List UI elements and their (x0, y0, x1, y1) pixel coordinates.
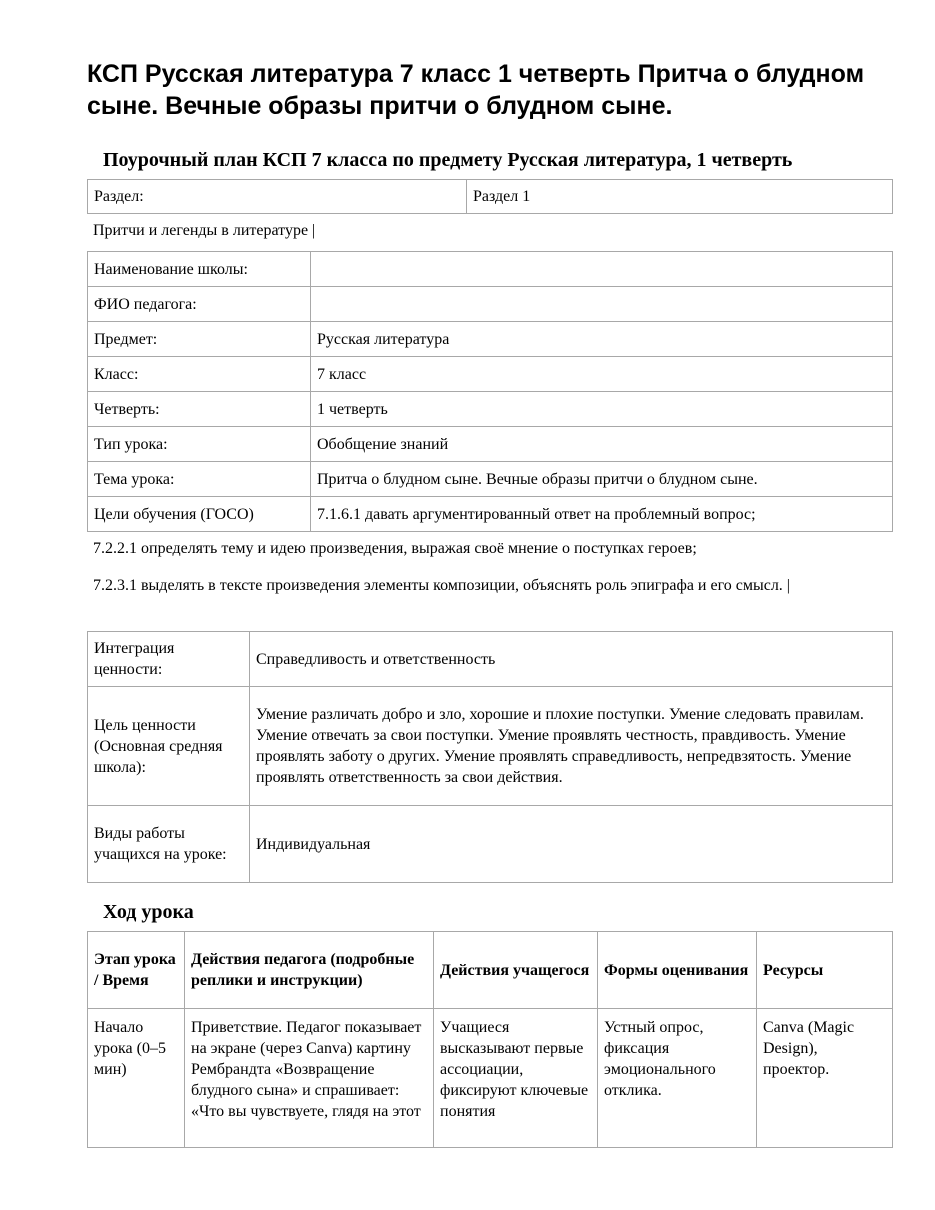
info-value: Притча о блудном сыне. Вечные образы притчи о блудном сыне. (311, 462, 893, 497)
lesson-table (87, 931, 893, 1148)
info-label: Тема урока: (88, 462, 311, 497)
table-row (88, 357, 893, 392)
table-cell: Учащиеся высказывают первые ассоциации, фиксируют ключевые понятия (434, 1009, 598, 1148)
section-label: Раздел: (88, 180, 467, 214)
table-row (88, 180, 893, 214)
info-value: 7.1.6.1 давать аргументированный ответ на проблемный вопрос; (311, 497, 893, 532)
section-value: Раздел 1 (467, 180, 893, 214)
values-value: Индивидуальная (250, 806, 893, 883)
table-row (88, 462, 893, 497)
table-row (88, 322, 893, 357)
column-header: Ресурсы (757, 932, 893, 1009)
table-row (88, 427, 893, 462)
values-label: Виды работы учащихся на уроке: (88, 806, 250, 883)
info-label: ФИО педагога: (88, 287, 311, 322)
values-label: Цель ценности (Основная средняя школа): (88, 687, 250, 806)
values-label: Интеграция ценности: (88, 632, 250, 687)
table-row (88, 287, 893, 322)
table-cell: Canva (Magic Design), проектор. (757, 1009, 893, 1148)
info-value (311, 287, 893, 322)
info-label: Четверть: (88, 392, 311, 427)
info-value: Обобщение знаний (311, 427, 893, 462)
info-table (87, 251, 893, 532)
table-row (88, 632, 893, 687)
table-cell: Начало урока (0–5 мин) (88, 1009, 185, 1148)
table-cell: Приветствие. Педагог показывает на экране (через Canva) картину Рембрандта «Возвращение блудного сына» и спрашивает: «Что вы чувствуете, глядя на этот (185, 1009, 434, 1148)
table-cell: Устный опрос, фиксация эмоционального отклика. (598, 1009, 757, 1148)
lesson-heading: Ход урока (103, 901, 194, 923)
info-value: Русская литература (311, 322, 893, 357)
column-header: Действия учащегося (434, 932, 598, 1009)
info-value: 7 класс (311, 357, 893, 392)
info-label: Цели обучения (ГОСО) (88, 497, 311, 532)
plan-heading: Поурочный план КСП 7 класса по предмету Русская литература, 1 четверть (103, 149, 793, 171)
table-row (88, 392, 893, 427)
table-row (88, 252, 893, 287)
goal-line: 7.2.2.1 определять тему и идею произведения, выражая своё мнение о поступках героев; (93, 540, 697, 557)
info-label: Наименование школы: (88, 252, 311, 287)
section-table (87, 179, 893, 214)
table-row (88, 497, 893, 532)
goal-line: 7.2.3.1 выделять в тексте произведения элементы композиции, объяснять роль эпиграфа и его смысл. | (93, 577, 791, 594)
column-header: Формы оценивания (598, 932, 757, 1009)
column-header: Действия педагога (подробные реплики и инструкции) (185, 932, 434, 1009)
document-title: КСП Русская литература 7 класс 1 четверть Притча о блудном сыне. Вечные образы притчи о блудном сыне. (87, 60, 865, 120)
info-value: 1 четверть (311, 392, 893, 427)
values-value: Справедливость и ответственность (250, 632, 893, 687)
values-table (87, 631, 893, 883)
column-header: Этап урока / Время (88, 932, 185, 1009)
section-topic: Притчи и легенды в литературе | (93, 222, 316, 239)
info-label: Предмет: (88, 322, 311, 357)
info-value (311, 252, 893, 287)
table-header-row (88, 932, 893, 1009)
values-value: Умение различать добро и зло, хорошие и плохие поступки. Умение следовать правилам. Умение отвечать за свои поступки. Умение проявлять честность, правдивость. Умение проявлять заботу о других. Умение проявлять справедливость, непредвзятость. Умение проявлять ответственность за свои действия. (250, 687, 893, 806)
table-row (88, 1009, 893, 1148)
info-label: Тип урока: (88, 427, 311, 462)
table-row (88, 687, 893, 806)
table-row (88, 806, 893, 883)
info-label: Класс: (88, 357, 311, 392)
